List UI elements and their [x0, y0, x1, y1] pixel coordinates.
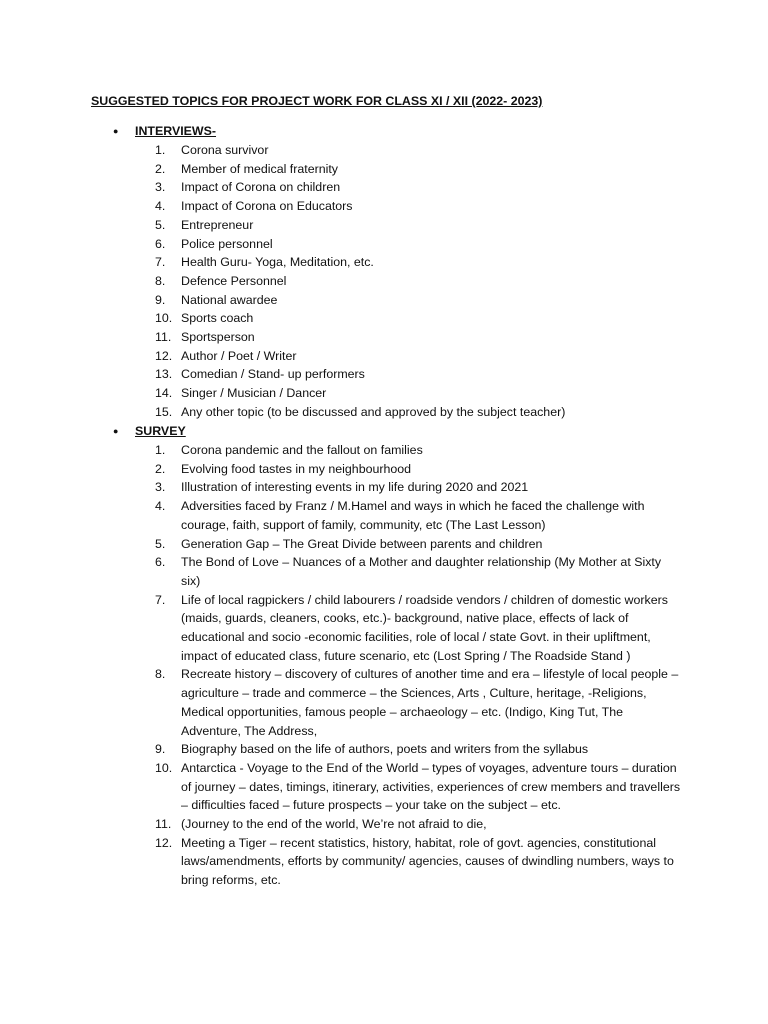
item-text: Police personnel: [181, 236, 273, 251]
list-item: [0, 178, 768, 197]
item-number: 15.: [155, 404, 173, 419]
item-text: Corona survivor: [181, 143, 269, 157]
item-text: The Bond of Love – Nuances of a Mother and daughter relationship (My Mother at Sixty six): [181, 555, 662, 588]
list-item: [0, 365, 768, 384]
item-text: Corona pandemic and the fallout on families: [181, 443, 423, 457]
item-number: 8.: [155, 273, 166, 288]
item-number: 13.: [155, 367, 173, 382]
item-text: Entrepreneur: [181, 217, 254, 232]
item-text: Sportsperson: [181, 330, 255, 345]
section-label: INTERVIEWS-: [135, 124, 217, 138]
list-item: [0, 216, 768, 235]
list-item: [0, 740, 768, 759]
list-item: [0, 291, 768, 310]
item-text: Generation Gap – The Great Divide between parents and children: [181, 536, 543, 551]
list-item: [0, 253, 768, 272]
item-number: 4.: [155, 499, 166, 514]
item-number: 11.: [155, 330, 172, 345]
item-number: 10.: [155, 760, 173, 775]
item-number: 6.: [155, 555, 166, 570]
list-item: [0, 441, 768, 460]
item-number: 7.: [155, 255, 166, 270]
item-number: 5.: [155, 217, 166, 232]
item-number: 14.: [155, 386, 173, 401]
item-number: 11.: [155, 817, 172, 832]
item-number: 12.: [155, 835, 173, 850]
item-number: 12.: [155, 348, 173, 363]
section-label: SURVEY: [135, 424, 186, 438]
item-text: Author / Poet / Writer: [181, 348, 297, 363]
item-text: Biography based on the life of authors, poets and writers from the syllabus: [181, 742, 589, 757]
item-text: Impact of Corona on children: [181, 180, 341, 195]
item-number: 6.: [155, 236, 166, 251]
list-item: [0, 403, 768, 422]
survey-list: [0, 441, 768, 890]
item-text: National awardee: [181, 292, 278, 307]
list-item: [0, 665, 768, 740]
item-text: Meeting a Tiger – recent statistics, history, habitat, role of govt. agencies, constitutional laws/amendments, efforts by community/ agencies, causes of dwindling numbers, ways to bring reforms, etc.: [181, 835, 674, 888]
list-item: [0, 815, 768, 834]
item-text: Singer / Musician / Dancer: [181, 386, 327, 401]
item-text: Evolving food tastes in my neighbourhood: [181, 461, 412, 476]
item-text: Comedian / Stand- up performers: [181, 367, 365, 382]
list-item: [0, 759, 768, 815]
document-title: SUGGESTED TOPICS FOR PROJECT WORK FOR CLASS XI / XII (2022- 2023): [91, 94, 543, 108]
item-number: 5.: [155, 536, 166, 551]
item-text: Recreate history – discovery of cultures of another time and era – lifestyle of local people – agriculture – trade and commerce – the Sciences, Arts , Culture, heritage, -Religions, Medical opportunities, famous people – archaeology – etc. (Indigo, King Tut, The Adventure, The Address,: [181, 667, 679, 738]
item-number: 4.: [155, 199, 166, 214]
list-item: [0, 497, 768, 534]
item-text: (Journey to the end of the world, We’re not afraid to die,: [181, 817, 487, 832]
item-text: Adversities faced by Franz / M.Hamel and ways in which he faced the challenge with courage, faith, support of family, community, etc (The Last Lesson): [181, 499, 645, 532]
list-item: [0, 309, 768, 328]
item-number: 9.: [155, 292, 166, 307]
list-item: [0, 535, 768, 554]
item-text: Antarctica - Voyage to the End of the World – types of voyages, adventure tours – duration of journey – dates, timings, itinerary, activities, experiences of crew members and travellers – difficulties faced – future prospects – your take on the subject – etc.: [181, 760, 681, 813]
item-text: Member of medical fraternity: [181, 161, 339, 176]
list-item: [0, 197, 768, 216]
list-item: [0, 478, 768, 497]
list-item: [0, 235, 768, 254]
item-number: 3.: [155, 480, 166, 495]
item-number: 2.: [155, 161, 166, 176]
item-text: Any other topic (to be discussed and approved by the subject teacher): [181, 404, 566, 419]
item-number: 1.: [155, 143, 166, 157]
item-text: Defence Personnel: [181, 273, 287, 288]
item-number: 9.: [155, 742, 166, 757]
bullet-icon: ●: [113, 426, 119, 436]
item-number: 1.: [155, 443, 166, 457]
list-item: [0, 591, 768, 666]
list-item: [0, 347, 768, 366]
item-number: 7.: [155, 592, 166, 607]
list-item: [0, 328, 768, 347]
list-item: [0, 834, 768, 890]
item-text: Health Guru- Yoga, Meditation, etc.: [181, 255, 374, 270]
item-text: Life of local ragpickers / child labourers / roadside vendors / children of domestic workers (maids, guards, cleaners, cooks, etc.)- background, native place, effects of lack of educational and socio -economic facilities, role of local / state Govt. in their upliftment, impact of educated class, future scenario, etc (Lost Spring / The Roadside Stand ): [181, 592, 668, 663]
item-text: Sports coach: [181, 311, 254, 326]
list-item: [0, 460, 768, 479]
list-item: [0, 272, 768, 291]
item-number: 8.: [155, 667, 166, 682]
item-number: 2.: [155, 461, 166, 476]
list-item: [0, 141, 768, 160]
interviews-list: [0, 141, 768, 422]
bullet-icon: ●: [113, 126, 119, 136]
list-item: [0, 384, 768, 403]
item-text: Impact of Corona on Educators: [181, 199, 353, 214]
item-text: Illustration of interesting events in my life during 2020 and 2021: [181, 480, 529, 495]
section-heading: [113, 422, 186, 441]
list-item: [0, 160, 768, 179]
section-heading: [113, 122, 216, 141]
list-item: [0, 553, 768, 590]
item-number: 10.: [155, 311, 173, 326]
item-number: 3.: [155, 180, 166, 195]
